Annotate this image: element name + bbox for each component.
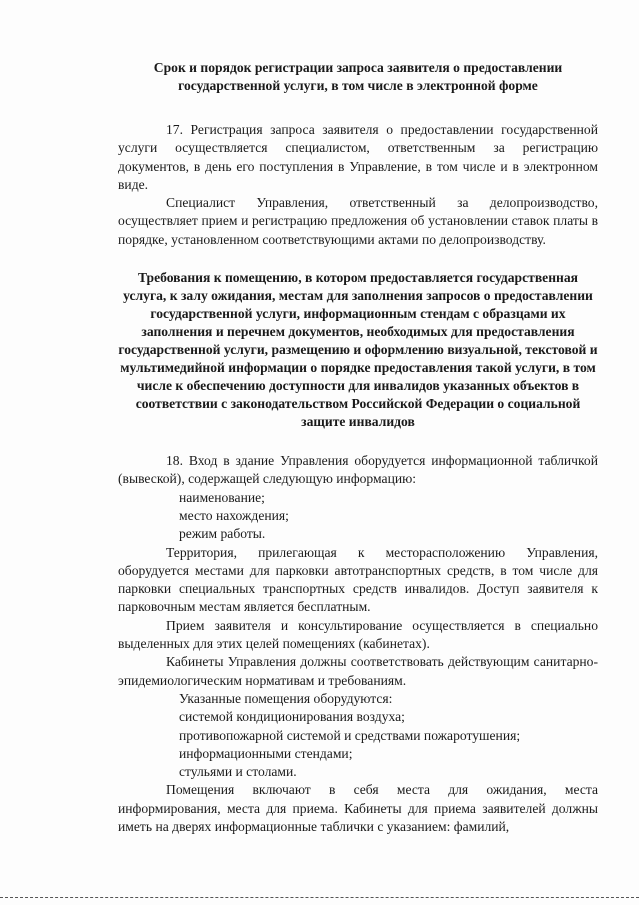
- paragraph-cabinets: Кабинеты Управления должны соответствовать действующим санитарно-эпидемиологическим нормативам и требованиям.: [118, 654, 598, 688]
- page-bottom-rule: [0, 897, 639, 898]
- list-item-sign: место нахождения;: [179, 507, 289, 523]
- list-item-equipment: информационными стендами;: [179, 745, 353, 761]
- paragraph-equipped-intro: Указанные помещения оборудуются:: [179, 690, 393, 706]
- paragraph-specialist: Специалист Управления, ответственный за делопроизводство, осуществляет прием и регистрацию предложения об установлении ставок платы в порядке, установленном соответствующими актами по делопроизводству.: [118, 195, 598, 247]
- list-item-equipment: противопожарной системой и средствами пожаротушения;: [179, 727, 521, 743]
- paragraph-18: 18. Вход в здание Управления оборудуется информационной табличкой (вывеской), содержащей следующую информацию:: [118, 453, 598, 487]
- paragraph-premises: Помещения включают в себя места для ожидания, места информирования, места для приема. Кабинеты для приема заявителей должны иметь на дверях информационные таблички с указанием: фамилий,: [118, 782, 598, 835]
- paragraph-17: 17. Регистрация запроса заявителя о предоставлении государственной услуги осуществляется специалистом, ответственным за регистрацию документов, в день его поступления в Управление, в том числе и в электронном виде.: [118, 122, 598, 192]
- section-heading-premises-requirements: Требования к помещению, в котором предоставляется государственная услуга, к залу ожидания, местам для заполнения запросов о предоставлении государственной услуги, информационным стендам с образцами их заполнения и перечнем документов, необходимых для предоставления государственной услуги, размещению и оформлению визуальной, текстовой и мультимедийной информации о порядке предоставления такой услуги, в том числе к обеспечению доступности для инвалидов указанных объектов в соответствии с законодательством Российской Федерации о социальной защите инвалидов: [118, 270, 598, 430]
- section-registration: [118, 121, 598, 249]
- section-premises: [118, 452, 598, 836]
- list-item-sign: наименование;: [179, 489, 265, 505]
- document-body: [118, 59, 598, 836]
- list-item-equipment: системой кондиционирования воздуха;: [179, 709, 405, 725]
- section-requirements-heading-wrap: [118, 269, 598, 431]
- section-heading-registration: Срок и порядок регистрации запроса заявителя о предоставлении государственной услуги, в том числе в электронной форме: [153, 60, 563, 93]
- list-item-sign: режим работы.: [179, 526, 266, 542]
- paragraph-reception: Прием заявителя и консультирование осуществляется в специально выделенных для этих целей помещениях (кабинетах).: [118, 617, 598, 652]
- paragraph-territory: Территория, прилегающая к месторасположению Управления, оборудуется местами для парковки автотранспортных средств, в том числе для парковки специальных транспортных средств инвалидов. Доступ заявителя к парковочным местам является бесплатным.: [118, 544, 598, 615]
- list-item-equipment: стульями и столами.: [179, 764, 297, 780]
